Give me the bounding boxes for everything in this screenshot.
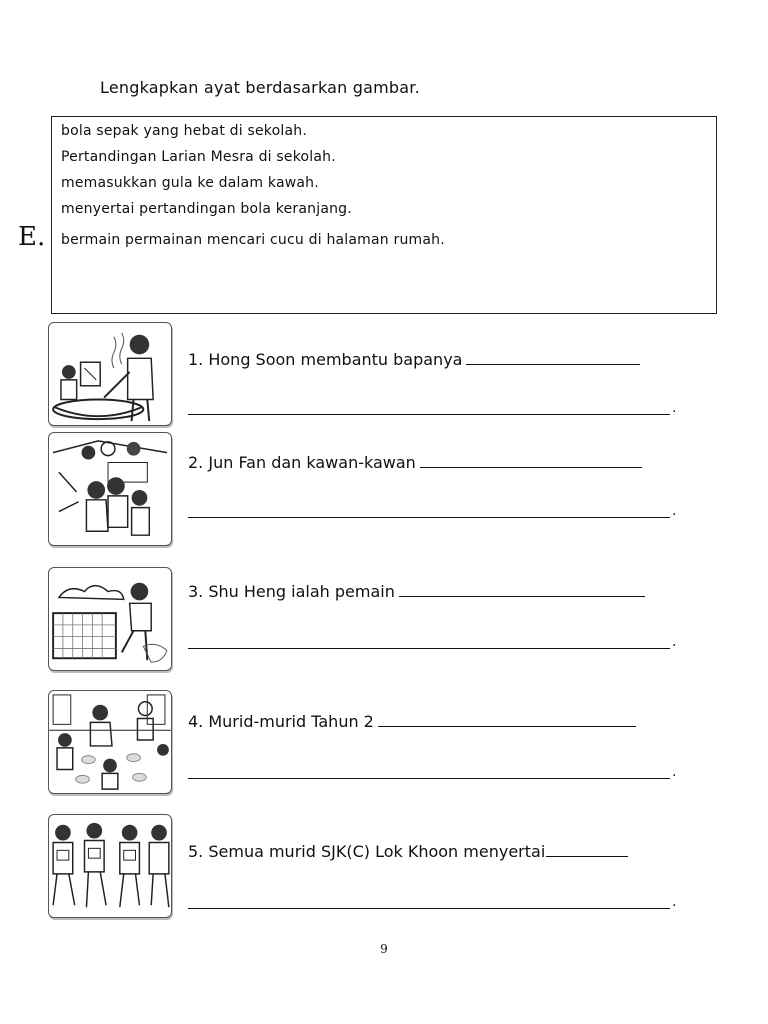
answer-line-1[interactable] bbox=[188, 414, 670, 415]
playground-game-picture bbox=[48, 690, 172, 794]
answer-line-1-end: . bbox=[672, 400, 677, 416]
father-cooking-picture bbox=[48, 322, 172, 426]
question-5-inline-blank[interactable] bbox=[546, 842, 628, 857]
question-1 bbox=[188, 350, 640, 369]
page-number: 9 bbox=[380, 942, 388, 956]
answer-line-4[interactable] bbox=[188, 778, 670, 779]
question-5-text: 5. Semua murid SJK(C) Lok Khoon menyertai bbox=[188, 842, 546, 861]
football-goal-picture bbox=[48, 567, 172, 671]
question-2-text: 2. Jun Fan dan kawan-kawan bbox=[188, 453, 416, 472]
question-1-inline-blank[interactable] bbox=[466, 350, 640, 365]
answer-line-2-end: . bbox=[672, 503, 677, 519]
question-3 bbox=[188, 582, 645, 601]
word-option: bola sepak yang hebat di sekolah. bbox=[61, 123, 307, 139]
basketball-picture bbox=[48, 432, 172, 546]
question-5 bbox=[188, 842, 628, 861]
word-option: menyertai pertandingan bola keranjang. bbox=[61, 201, 352, 217]
instruction-text: Lengkapkan ayat berdasarkan gambar. bbox=[100, 78, 420, 97]
question-4-inline-blank[interactable] bbox=[378, 712, 636, 727]
question-2-inline-blank[interactable] bbox=[420, 453, 642, 468]
answer-line-5-end: . bbox=[672, 894, 677, 910]
question-3-text: 3. Shu Heng ialah pemain bbox=[188, 582, 395, 601]
word-bank-box bbox=[51, 116, 717, 314]
word-option: Pertandingan Larian Mesra di sekolah. bbox=[61, 149, 336, 165]
word-option: bermain permainan mencari cucu di halaman rumah. bbox=[61, 232, 445, 248]
question-4-text: 4. Murid-murid Tahun 2 bbox=[188, 712, 374, 731]
question-2 bbox=[188, 453, 642, 472]
question-1-text: 1. Hong Soon membantu bapanya bbox=[188, 350, 463, 369]
word-option: memasukkan gula ke dalam kawah. bbox=[61, 175, 319, 191]
answer-line-3[interactable] bbox=[188, 648, 670, 649]
answer-line-2[interactable] bbox=[188, 517, 670, 518]
answer-line-4-end: . bbox=[672, 764, 677, 780]
running-race-picture bbox=[48, 814, 172, 918]
question-3-inline-blank[interactable] bbox=[399, 582, 645, 597]
answer-line-5[interactable] bbox=[188, 908, 670, 909]
question-4 bbox=[188, 712, 636, 731]
answer-line-3-end: . bbox=[672, 634, 677, 650]
section-letter: E. bbox=[18, 222, 46, 252]
